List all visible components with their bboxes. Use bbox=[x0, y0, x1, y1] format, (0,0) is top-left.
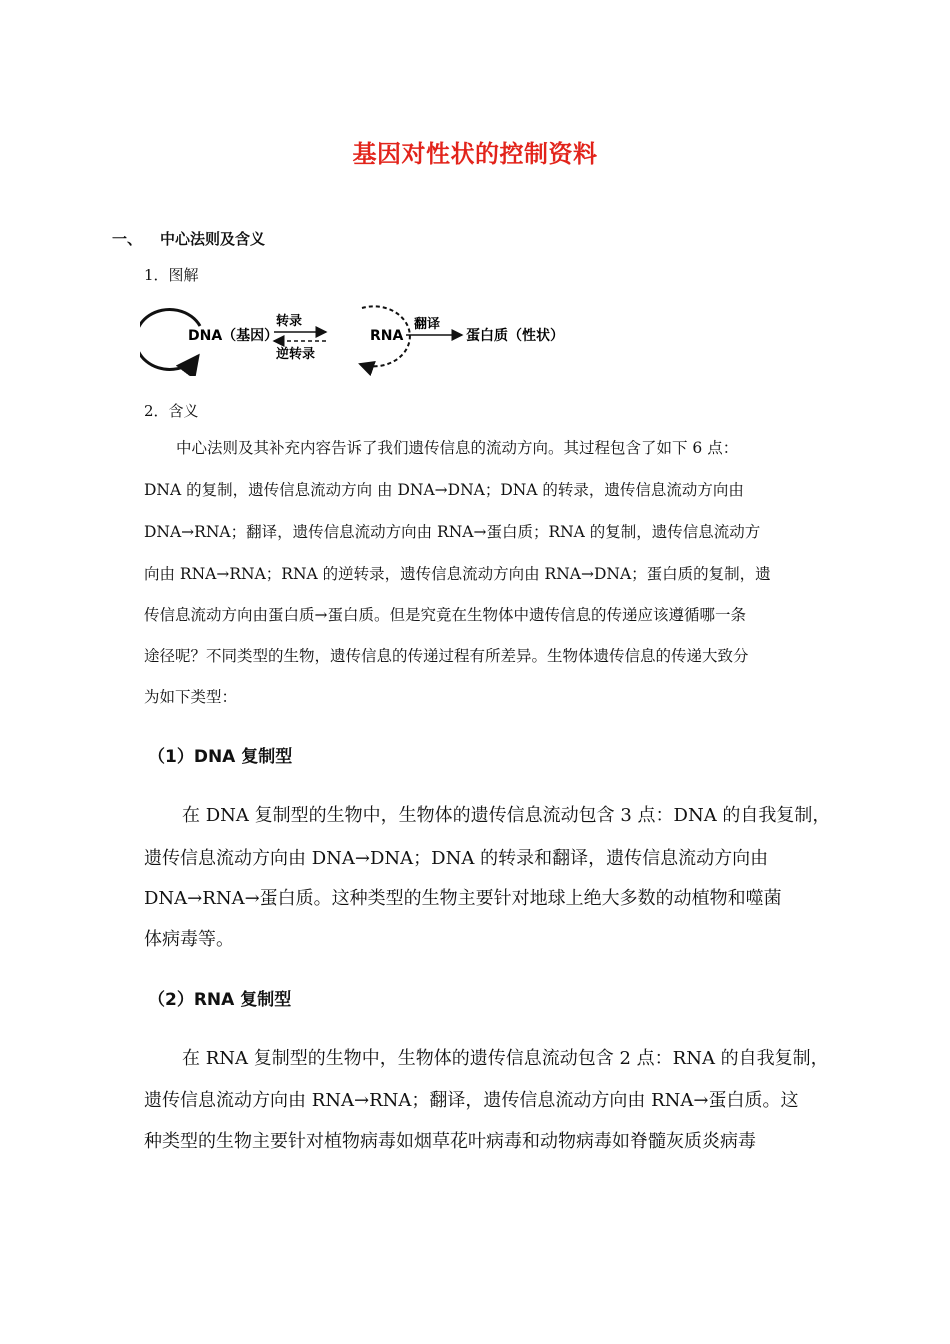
paragraph-line: DNA 的复制，遗传信息流动方向 由 DNA→DNA；DNA 的转录，遗传信息流动方向由 bbox=[144, 481, 744, 499]
type1-line: DNA→RNA→蛋白质。这种类型的生物主要针对地球上绝大多数的动植物和噬菌 bbox=[144, 888, 782, 909]
type1-line: 在 DNA 复制型的生物中，生物体的遗传信息流动包含 3 点：DNA 的自我复制， bbox=[182, 805, 831, 826]
reverse-transcription-label: 逆转录 bbox=[276, 347, 316, 362]
type2-heading: （2）RNA 复制型 bbox=[148, 990, 292, 1010]
paragraph-line: 为如下类型： bbox=[144, 688, 238, 706]
item-diagram-label: 1．图解 bbox=[144, 266, 199, 284]
paragraph-line: 途径呢？不同类型的生物，遗传信息的传递过程有所差异。生物体遗传信息的传递大致分 bbox=[144, 647, 749, 665]
type2-line: 在 RNA 复制型的生物中，生物体的遗传信息流动包含 2 点：RNA 的自我复制， bbox=[182, 1048, 829, 1069]
document-title: 基因对性状的控制资料 bbox=[352, 139, 598, 168]
section-number: 一、 bbox=[112, 230, 143, 248]
paragraph-line: 向由 RNA→RNA；RNA 的逆转录，遗传信息流动方向由 RNA→DNA；蛋白质的复制，遗 bbox=[144, 565, 771, 583]
item-meaning-label: 2．含义 bbox=[144, 402, 199, 420]
central-dogma-diagram bbox=[140, 296, 600, 376]
section-heading-text: 中心法则及含义 bbox=[160, 230, 266, 248]
rna-label: RNA bbox=[370, 328, 404, 344]
dna-label: DNA（基因） bbox=[188, 328, 279, 344]
type2-line: 种类型的生物主要针对植物病毒如烟草花叶病毒和动物病毒如脊髓灰质炎病毒 bbox=[144, 1131, 756, 1152]
type1-heading: （1）DNA 复制型 bbox=[148, 747, 293, 767]
type1-line: 遗传信息流动方向由 DNA→DNA；DNA 的转录和翻译，遗传信息流动方向由 bbox=[144, 848, 769, 869]
type1-line: 体病毒等。 bbox=[144, 929, 234, 950]
paragraph-line: 传信息流动方向由蛋白质→蛋白质。但是究竟在生物体中遗传信息的传递应该遵循哪一条 bbox=[144, 606, 746, 624]
paragraph-line: DNA→RNA；翻译，遗传信息流动方向由 RNA→蛋白质；RNA 的复制，遗传信息流动方 bbox=[144, 523, 761, 541]
protein-label: 蛋白质（性状） bbox=[466, 328, 564, 344]
transcription-label: 转录 bbox=[276, 314, 303, 329]
type2-line: 遗传信息流动方向由 RNA→RNA；翻译，遗传信息流动方向由 RNA→蛋白质。这 bbox=[144, 1090, 799, 1111]
section-heading bbox=[112, 228, 265, 249]
translation-label: 翻译 bbox=[414, 317, 441, 332]
paragraph-line: 中心法则及其补充内容告诉了我们遗传信息的流动方向。其过程包含了如下 6 点： bbox=[176, 439, 739, 457]
